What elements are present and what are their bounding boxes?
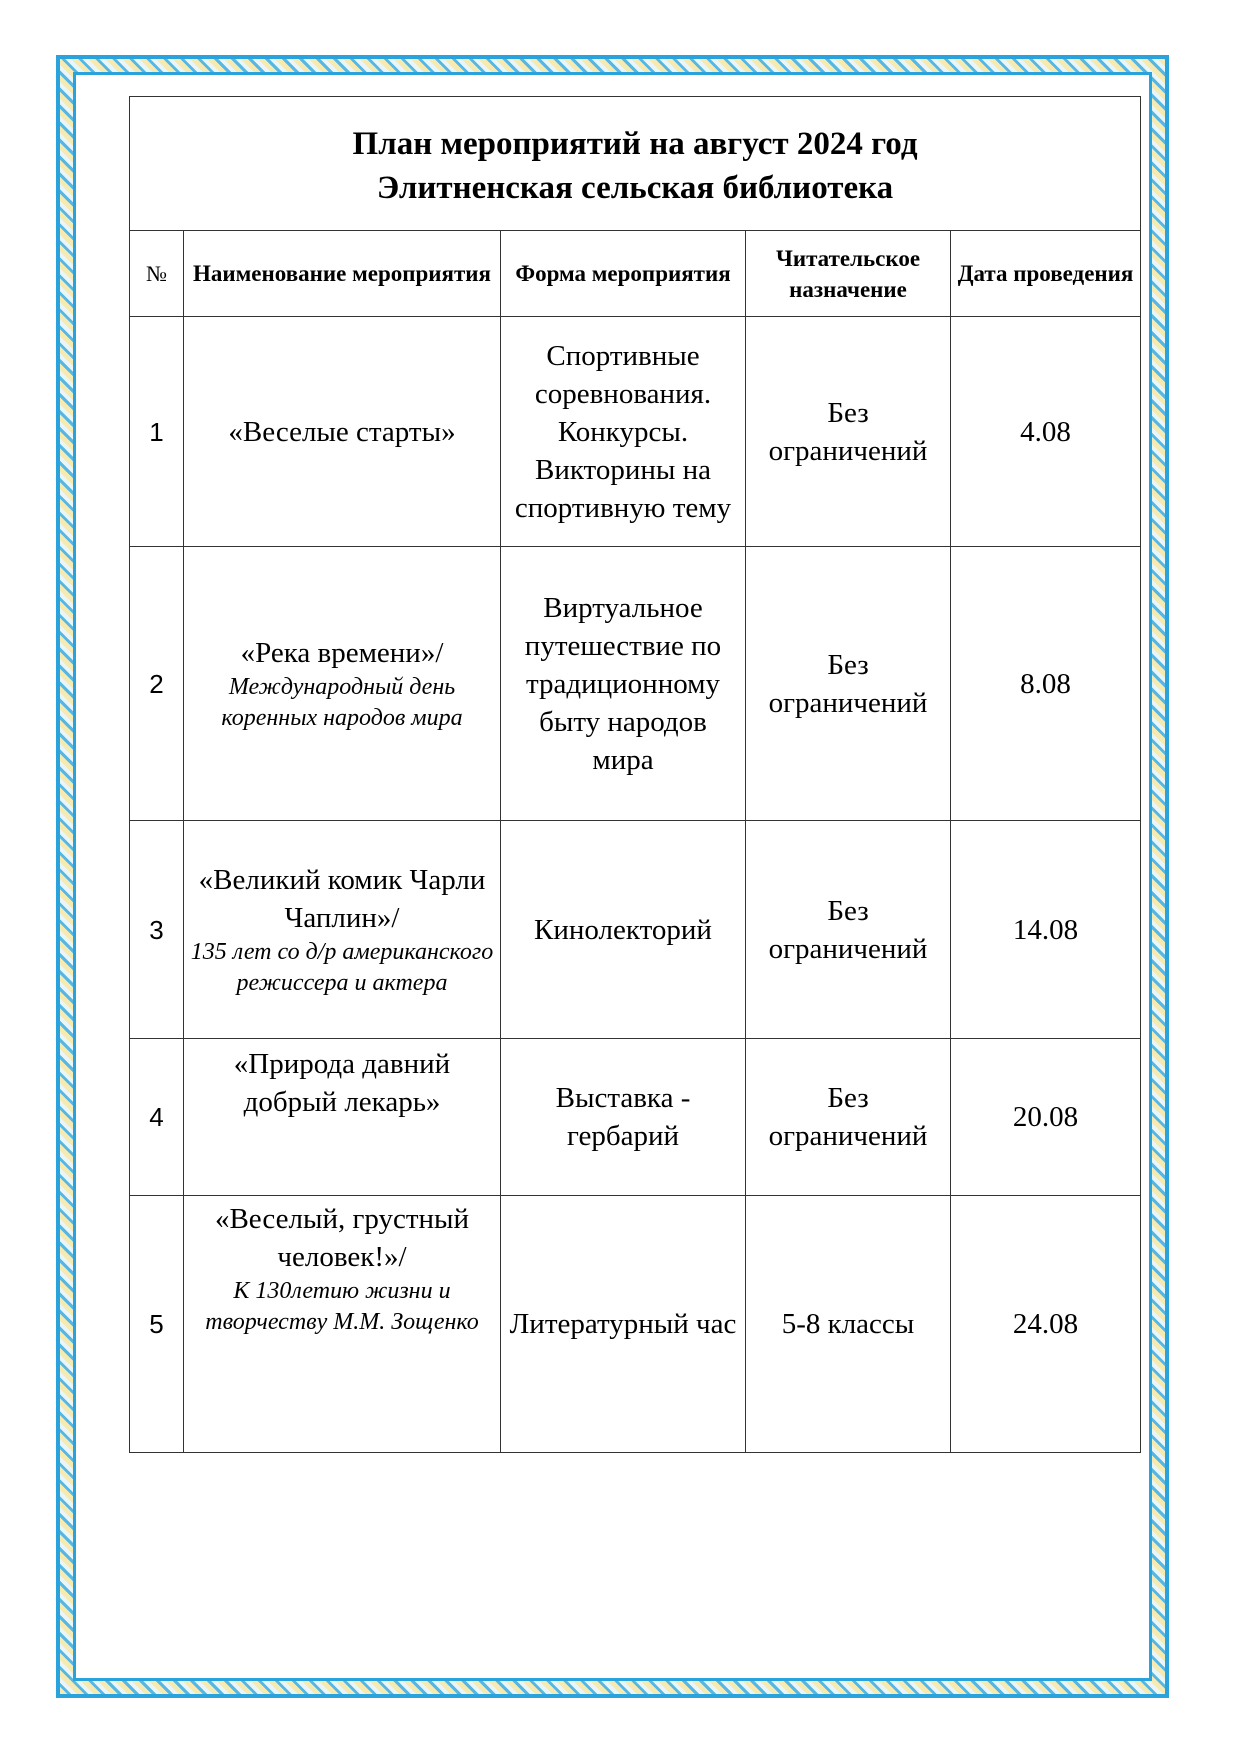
table-row [130,1196,1141,1453]
event-note: Международный день коренных народов мира [221,673,463,731]
table-title [130,97,1141,231]
row-number: 3 [130,821,184,1039]
header-form: Форма мероприятия [501,231,746,317]
event-audience: Без ограничений [746,317,951,547]
header-name: Наименование мероприятия [184,231,501,317]
event-title: «Великий комик Чарли Чаплин»/ [198,863,486,934]
event-audience: 5-8 классы [746,1196,951,1453]
event-title: «Веселые старты» [228,415,456,448]
event-title: «Река времени»/ [240,636,444,669]
title-line-2: Элитненская сельская библиотека [376,169,894,206]
event-name-cell [184,1196,501,1453]
event-date: 14.08 [951,821,1141,1039]
table-row [130,1039,1141,1196]
event-form: Литературный час [501,1196,746,1453]
event-title: «Природа давний добрый лекарь» [233,1048,451,1118]
event-name-cell [184,547,501,821]
event-date: 8.08 [951,547,1141,821]
event-date: 20.08 [951,1039,1141,1196]
header-row [130,231,1141,317]
event-form: Выставка - гербарий [501,1039,746,1196]
events-plan-table [129,96,1141,1453]
event-date: 24.08 [951,1196,1141,1453]
event-name-cell [184,821,501,1039]
event-form: Спортивные соревнования. Конкурсы. Викторины на спортивную тему [501,317,746,547]
row-number: 5 [130,1196,184,1453]
header-audience: Читательское назначение [746,231,951,317]
event-form: Виртуальное путешествие по традиционному быту народов мира [501,547,746,821]
row-number: 2 [130,547,184,821]
table-row [130,547,1141,821]
event-name-cell [184,317,501,547]
event-title: «Веселый, грустный человек!»/ [214,1203,470,1273]
event-name-cell [184,1039,501,1196]
row-number: 4 [130,1039,184,1196]
table-row [130,317,1141,547]
event-note: К 130летию жизни и творчеству М.М. Зощенко [205,1278,479,1335]
event-note: 135 лет со д/р американского режиссера и актера [190,938,494,996]
event-date: 4.08 [951,317,1141,547]
event-audience: Без ограничений [746,821,951,1039]
table-row [130,821,1141,1039]
title-line-1: План мероприятий на август 2024 год [352,125,918,162]
row-number: 1 [130,317,184,547]
header-number: № [130,231,184,317]
header-date: Дата проведения [951,231,1141,317]
event-audience: Без ограничений [746,547,951,821]
title-row [130,97,1141,231]
event-form: Кинолекторий [501,821,746,1039]
event-audience: Без ограничений [746,1039,951,1196]
